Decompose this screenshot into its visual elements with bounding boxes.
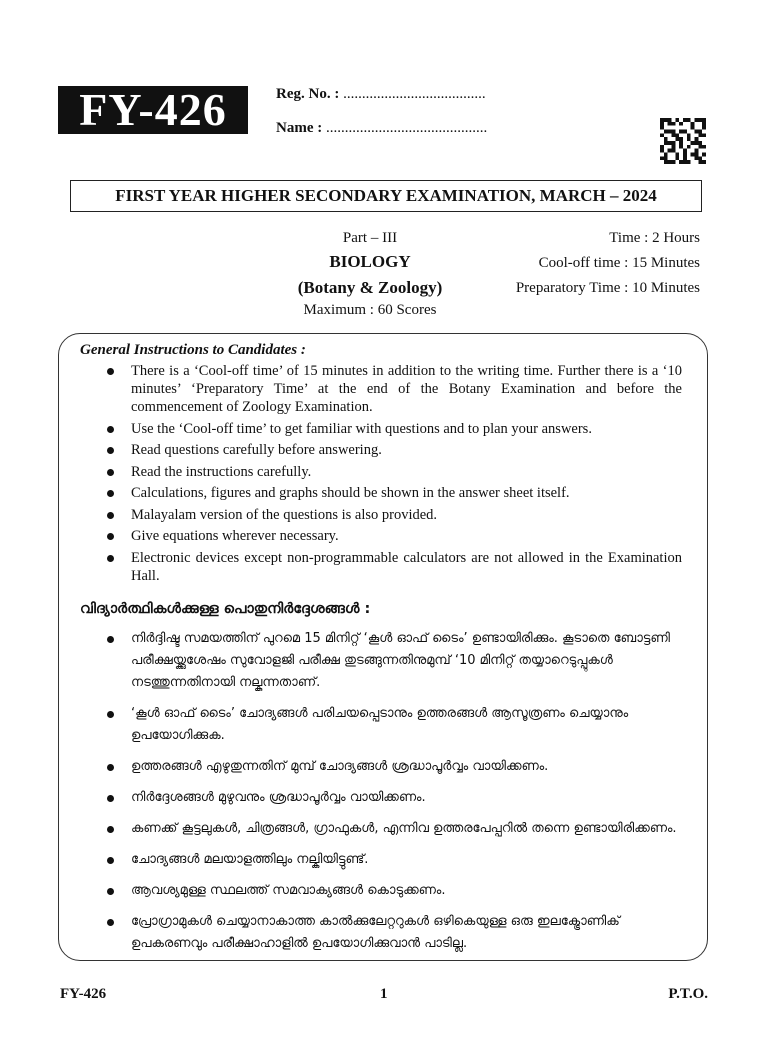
- list-item: There is a ‘Cool-off time’ of 15 minutes in addition to the writing time. Further there is a ‘10 minutes’ ‘Preparatory Time’ at the end of the Botany Examination and before the commencement of Zoology Examination.: [104, 362, 682, 416]
- reg-no-line: [276, 86, 486, 103]
- list-item: Read the instructions carefully.: [104, 463, 682, 481]
- list-item: ചോദ്യങ്ങൾ മലയാളത്തിലും നല്കിയിട്ടുണ്ട്.: [104, 849, 682, 871]
- name-label: Name :: [276, 120, 323, 136]
- subject-subtitle: (Botany & Zoology): [297, 278, 443, 297]
- list-item: നിർദ്ദിഷ്ട സമയത്തിന് പുറമെ 15 മിനിറ്റ് ‘കൂൾ ഓഫ് ടൈം’ ഉണ്ടായിരിക്കും. കൂടാതെ ബോട്ടണി പരീക്ഷയ്ക്കുശേഷം സുവോളജി പരീക്ഷ തുടങ്ങുന്നതിനുമുമ്പ് ‘10 മിനിറ്റ് തയ്യാറെടുപ്പുകൾ നടത്തുന്നതിനായി നല്കുന്നതാണ്.: [104, 628, 682, 694]
- list-item: ആവശ്യമുള്ള സ്ഥലത്ത് സമവാക്യങ്ങൾ കൊടുക്കണം.: [104, 880, 682, 902]
- list-item: ‘കൂൾ ഓഫ് ടൈം’ ചോദ്യങ്ങൾ പരിചയപ്പെടാനും ഉത്തരങ്ങൾ ആസൂത്രണം ചെയ്യാനും ഉപയോഗിക്കുക.: [104, 703, 682, 747]
- list-item: Electronic devices except non-programmable calculators are not allowed in the Examination Hall.: [104, 549, 682, 585]
- time-duration: Time : 2 Hours: [609, 230, 700, 246]
- instructions-heading-ml: വിദ്യാർത്ഥികൾക്കുള്ള പൊതുനിർദ്ദേശങ്ങൾ :: [80, 601, 371, 617]
- preparatory-time: Preparatory Time : 10 Minutes: [515, 280, 700, 296]
- list-item: Give equations wherever necessary.: [104, 527, 682, 545]
- footer-pto: P.T.O.: [668, 986, 708, 1002]
- list-item: Use the ‘Cool-off time’ to get familiar with questions and to plan your answers.: [104, 420, 682, 438]
- list-item: പ്രോഗ്രാമുകൾ ചെയ്യാനാകാത്ത കാൽക്കുലേറ്ററുകൾ ഒഴികെയുള്ള ഒരു ഇലക്ട്രോണിക് ഉപകരണവും പരീക്ഷാഹാളിൽ ഉപയോഗിക്കുവാൻ പാടില്ല.: [104, 911, 682, 955]
- list-item: Malayalam version of the questions is also provided.: [104, 506, 682, 524]
- list-item: നിർദ്ദേശങ്ങൾ മുഴുവനും ശ്രദ്ധാപൂർവ്വം വായിക്കണം.: [104, 787, 682, 809]
- exam-title: FIRST YEAR HIGHER SECONDARY EXAMINATION, MARCH – 2024: [70, 180, 702, 212]
- name-dots: ...........................................: [325, 120, 488, 136]
- footer-code: FY-426: [60, 986, 107, 1002]
- list-item: Read questions carefully before answering.: [104, 441, 682, 459]
- name-line: [276, 120, 487, 137]
- list-item: കണക്ക് കൂട്ടലുകൾ, ചിത്രങ്ങൾ, ഗ്രാഫുകൾ, എന്നിവ ഉത്തരപേപ്പറിൽ തന്നെ ഉണ്ടായിരിക്കണം.: [104, 818, 682, 840]
- footer-page-number: 1: [380, 986, 388, 1002]
- instructions-heading-en: General Instructions to Candidates :: [80, 342, 306, 358]
- reg-no-dots: ......................................: [343, 86, 486, 102]
- paper-code: FY-426: [58, 86, 248, 134]
- list-item: Calculations, figures and graphs should be shown in the answer sheet itself.: [104, 484, 682, 502]
- cool-off-time: Cool-off time : 15 Minutes: [538, 255, 700, 271]
- qr-code-icon: [660, 118, 706, 164]
- subject-title: BIOLOGY: [329, 252, 411, 271]
- max-score: Maximum : 60 Scores: [303, 302, 437, 318]
- instructions-list-ml: [104, 628, 682, 964]
- part-label: Part – III: [342, 230, 398, 246]
- instructions-list-en: [104, 362, 682, 588]
- reg-no-label: Reg. No. :: [276, 86, 340, 102]
- list-item: ഉത്തരങ്ങൾ എഴുതുന്നതിന് മുമ്പ് ചോദ്യങ്ങൾ ശ്രദ്ധാപൂർവ്വം വായിക്കണം.: [104, 756, 682, 778]
